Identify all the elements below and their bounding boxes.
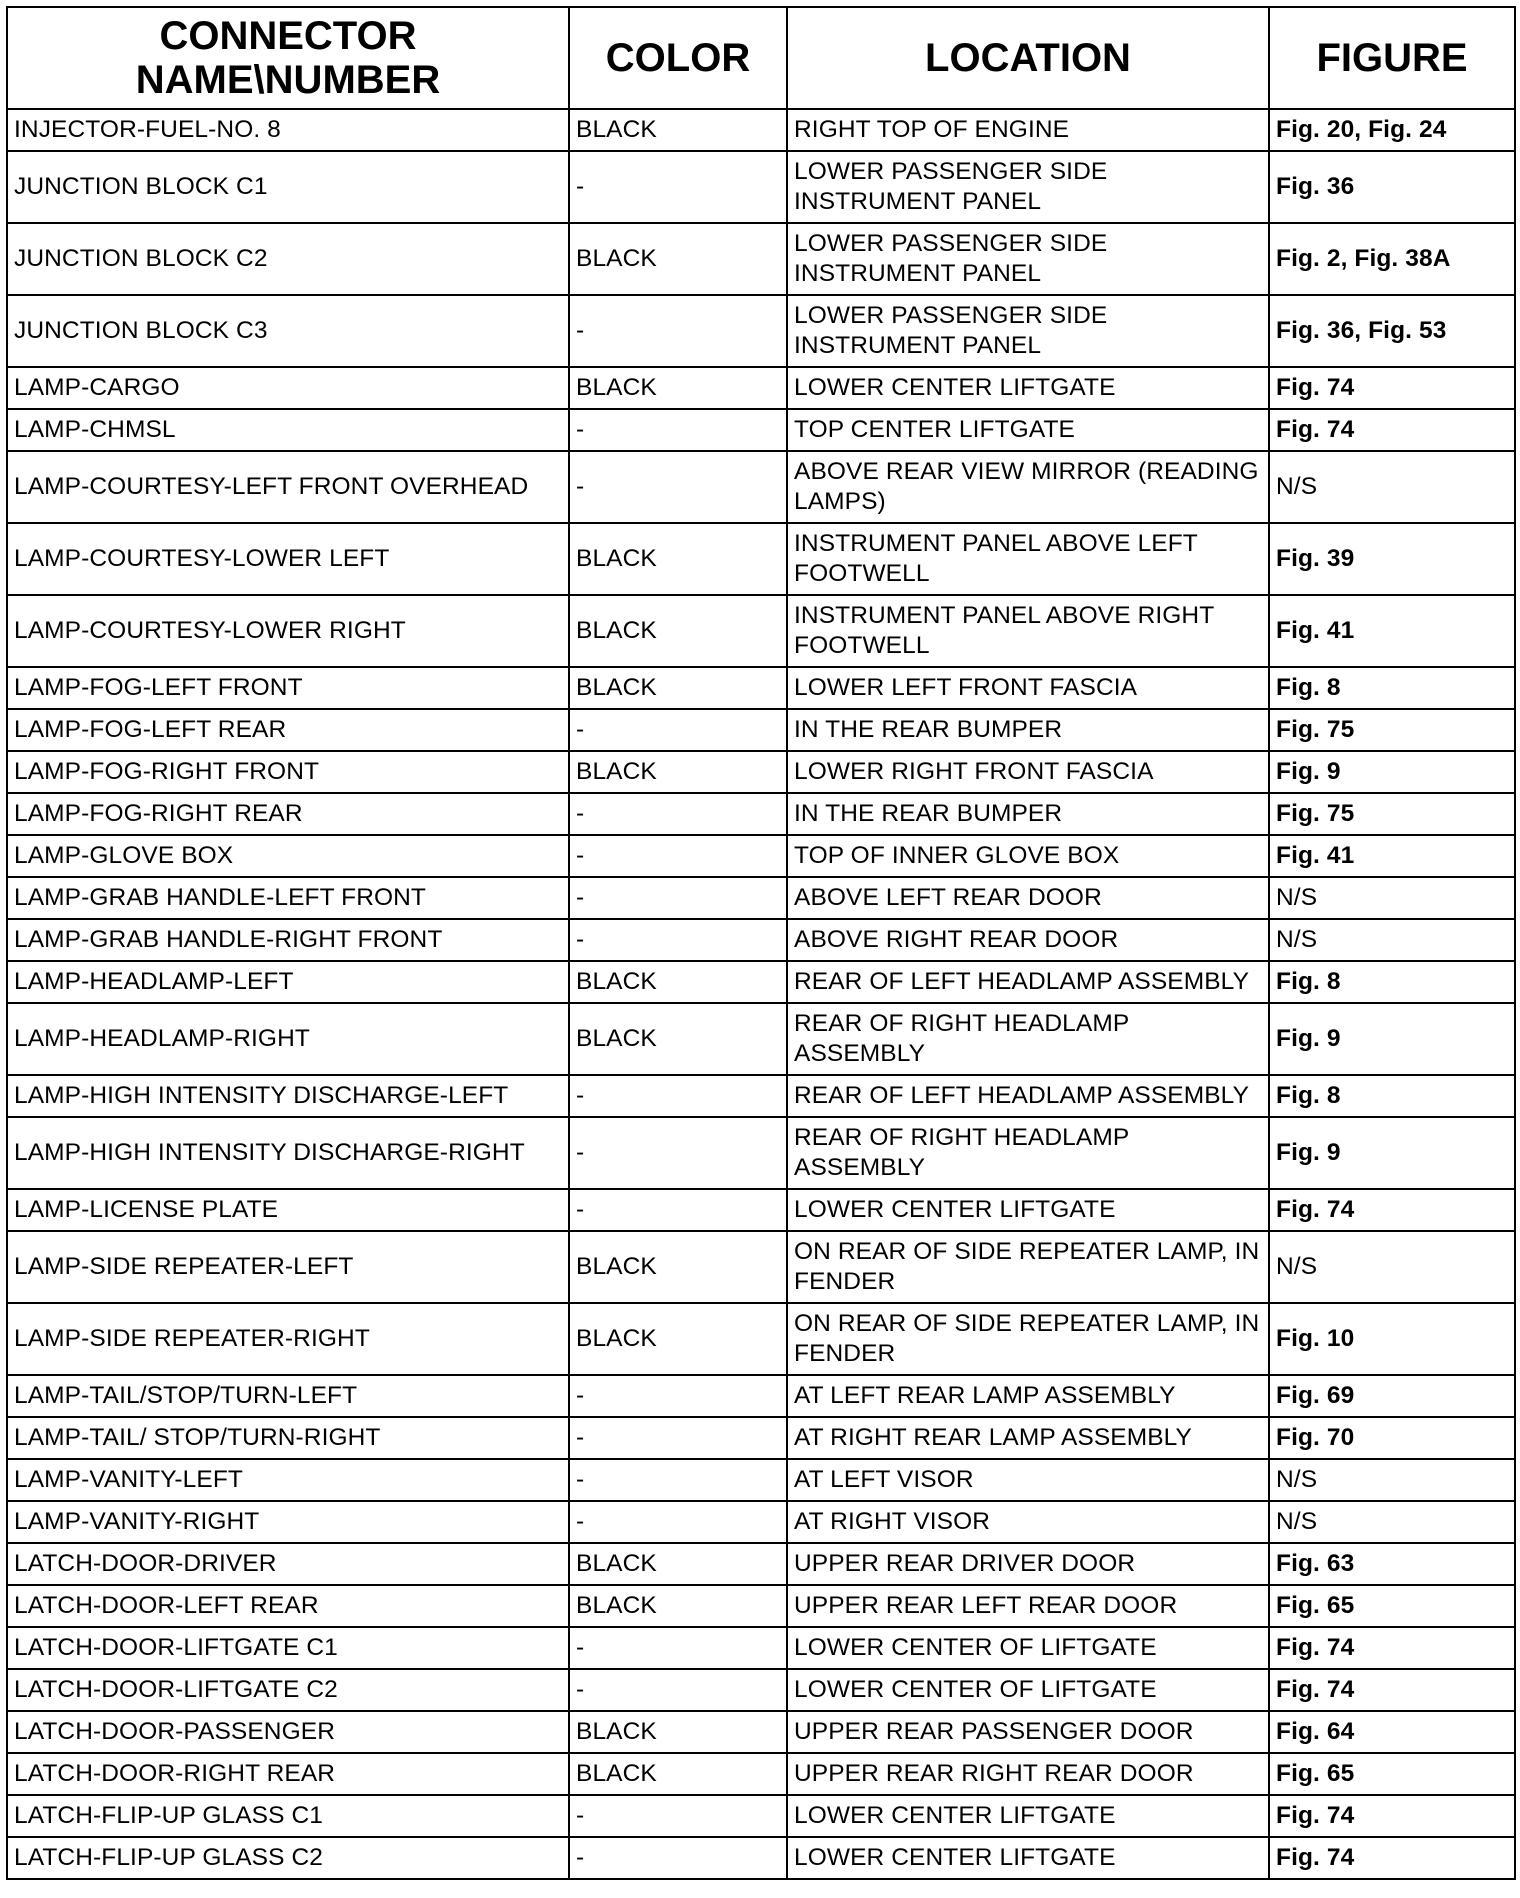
table-row <box>7 877 1515 919</box>
connector-name-cell: LAMP-COURTESY-LOWER LEFT <box>7 523 569 595</box>
location-cell: ABOVE RIGHT REAR DOOR <box>787 919 1269 961</box>
color-cell: - <box>569 1501 787 1543</box>
location-cell: ABOVE REAR VIEW MIRROR (READING LAMPS) <box>787 451 1269 523</box>
color-cell: BLACK <box>569 595 787 667</box>
figure-cell: N/S <box>1269 1231 1515 1303</box>
connector-name-cell: JUNCTION BLOCK C2 <box>7 223 569 295</box>
connector-name-cell: LATCH-DOOR-RIGHT REAR <box>7 1753 569 1795</box>
location-cell: AT LEFT VISOR <box>787 1459 1269 1501</box>
color-cell: BLACK <box>569 751 787 793</box>
connector-name-cell: LAMP-GLOVE BOX <box>7 835 569 877</box>
location-cell: LOWER PASSENGER SIDE INSTRUMENT PANEL <box>787 151 1269 223</box>
location-cell: LOWER CENTER LIFTGATE <box>787 367 1269 409</box>
color-cell: BLACK <box>569 1231 787 1303</box>
table-row <box>7 151 1515 223</box>
table-row <box>7 295 1515 367</box>
color-cell: BLACK <box>569 961 787 1003</box>
location-cell: AT RIGHT VISOR <box>787 1501 1269 1543</box>
table-row <box>7 1303 1515 1375</box>
connector-name-cell: LATCH-DOOR-PASSENGER <box>7 1711 569 1753</box>
color-cell: - <box>569 1459 787 1501</box>
table-row <box>7 961 1515 1003</box>
color-cell: - <box>569 409 787 451</box>
table-row <box>7 1585 1515 1627</box>
color-cell: - <box>569 1189 787 1231</box>
connector-name-cell: JUNCTION BLOCK C1 <box>7 151 569 223</box>
table-row <box>7 1459 1515 1501</box>
connector-name-cell: LAMP-SIDE REPEATER-RIGHT <box>7 1303 569 1375</box>
location-cell: LOWER CENTER LIFTGATE <box>787 1837 1269 1879</box>
connector-name-cell: LAMP-COURTESY-LEFT FRONT OVERHEAD <box>7 451 569 523</box>
figure-cell: Fig. 74 <box>1269 1795 1515 1837</box>
figure-cell: N/S <box>1269 877 1515 919</box>
table-row <box>7 451 1515 523</box>
color-cell: - <box>569 919 787 961</box>
connector-name-cell: LAMP-GRAB HANDLE-LEFT FRONT <box>7 877 569 919</box>
color-cell: - <box>569 1837 787 1879</box>
figure-cell: Fig. 63 <box>1269 1543 1515 1585</box>
location-cell: ON REAR OF SIDE REPEATER LAMP, IN FENDER <box>787 1303 1269 1375</box>
connector-name-cell: LATCH-FLIP-UP GLASS C1 <box>7 1795 569 1837</box>
connector-name-cell: LAMP-COURTESY-LOWER RIGHT <box>7 595 569 667</box>
figure-cell: Fig. 39 <box>1269 523 1515 595</box>
color-cell: - <box>569 151 787 223</box>
table-row <box>7 1375 1515 1417</box>
figure-cell: N/S <box>1269 451 1515 523</box>
location-cell: UPPER REAR DRIVER DOOR <box>787 1543 1269 1585</box>
table-row <box>7 223 1515 295</box>
table-row <box>7 409 1515 451</box>
location-cell: INSTRUMENT PANEL ABOVE RIGHT FOOTWELL <box>787 595 1269 667</box>
color-cell: BLACK <box>569 1753 787 1795</box>
header-connector-line1: CONNECTOR <box>159 14 417 58</box>
figure-cell: Fig. 36, Fig. 53 <box>1269 295 1515 367</box>
figure-cell: Fig. 41 <box>1269 595 1515 667</box>
table-row <box>7 1189 1515 1231</box>
table-row <box>7 1075 1515 1117</box>
location-cell: TOP OF INNER GLOVE BOX <box>787 835 1269 877</box>
connector-name-cell: LAMP-LICENSE PLATE <box>7 1189 569 1231</box>
table-row <box>7 709 1515 751</box>
color-cell: BLACK <box>569 667 787 709</box>
connector-name-cell: LAMP-TAIL/ STOP/TURN-RIGHT <box>7 1417 569 1459</box>
location-cell: IN THE REAR BUMPER <box>787 793 1269 835</box>
connector-name-cell: LAMP-HEADLAMP-LEFT <box>7 961 569 1003</box>
connector-name-cell: LATCH-FLIP-UP GLASS C2 <box>7 1837 569 1879</box>
color-cell: - <box>569 1375 787 1417</box>
location-cell: TOP CENTER LIFTGATE <box>787 409 1269 451</box>
table-row <box>7 1795 1515 1837</box>
table-row <box>7 1117 1515 1189</box>
table-row <box>7 109 1515 151</box>
table-row <box>7 919 1515 961</box>
connector-name-cell: LAMP-FOG-RIGHT REAR <box>7 793 569 835</box>
location-cell: IN THE REAR BUMPER <box>787 709 1269 751</box>
table-row <box>7 1501 1515 1543</box>
location-cell: RIGHT TOP OF ENGINE <box>787 109 1269 151</box>
table-row <box>7 1669 1515 1711</box>
figure-cell: Fig. 74 <box>1269 1627 1515 1669</box>
header-figure: FIGURE <box>1269 7 1515 109</box>
connector-name-cell: LATCH-DOOR-LIFTGATE C1 <box>7 1627 569 1669</box>
connector-name-cell: LAMP-HIGH INTENSITY DISCHARGE-LEFT <box>7 1075 569 1117</box>
connector-name-cell: LAMP-FOG-LEFT REAR <box>7 709 569 751</box>
connector-name-cell: LAMP-CHMSL <box>7 409 569 451</box>
location-cell: REAR OF LEFT HEADLAMP ASSEMBLY <box>787 1075 1269 1117</box>
connector-name-cell: LAMP-CARGO <box>7 367 569 409</box>
figure-cell: N/S <box>1269 1459 1515 1501</box>
header-connector-line2: NAME\NUMBER <box>135 58 441 102</box>
location-cell: REAR OF RIGHT HEADLAMP ASSEMBLY <box>787 1003 1269 1075</box>
color-cell: - <box>569 793 787 835</box>
connector-name-cell: LAMP-FOG-LEFT FRONT <box>7 667 569 709</box>
color-cell: BLACK <box>569 1303 787 1375</box>
location-cell: AT LEFT REAR LAMP ASSEMBLY <box>787 1375 1269 1417</box>
figure-cell: Fig. 10 <box>1269 1303 1515 1375</box>
connector-name-cell: INJECTOR-FUEL-NO. 8 <box>7 109 569 151</box>
color-cell: - <box>569 709 787 751</box>
table-row <box>7 1231 1515 1303</box>
location-cell: LOWER PASSENGER SIDE INSTRUMENT PANEL <box>787 223 1269 295</box>
location-cell: LOWER CENTER LIFTGATE <box>787 1795 1269 1837</box>
figure-cell: Fig. 69 <box>1269 1375 1515 1417</box>
table-row <box>7 523 1515 595</box>
table-row <box>7 1627 1515 1669</box>
color-cell: BLACK <box>569 1585 787 1627</box>
color-cell: - <box>569 451 787 523</box>
color-cell: - <box>569 877 787 919</box>
connector-name-cell: LAMP-TAIL/STOP/TURN-LEFT <box>7 1375 569 1417</box>
header-color: COLOR <box>569 7 787 109</box>
figure-cell: Fig. 74 <box>1269 1837 1515 1879</box>
location-cell: LOWER CENTER OF LIFTGATE <box>787 1669 1269 1711</box>
location-cell: UPPER REAR PASSENGER DOOR <box>787 1711 1269 1753</box>
figure-cell: Fig. 41 <box>1269 835 1515 877</box>
color-cell: BLACK <box>569 523 787 595</box>
table-row <box>7 1711 1515 1753</box>
figure-cell: Fig. 9 <box>1269 751 1515 793</box>
location-cell: LOWER PASSENGER SIDE INSTRUMENT PANEL <box>787 295 1269 367</box>
table-row <box>7 1003 1515 1075</box>
table-row <box>7 1417 1515 1459</box>
color-cell: - <box>569 1627 787 1669</box>
table-row <box>7 1837 1515 1879</box>
color-cell: - <box>569 1075 787 1117</box>
connector-name-cell: LAMP-GRAB HANDLE-RIGHT FRONT <box>7 919 569 961</box>
figure-cell: Fig. 65 <box>1269 1753 1515 1795</box>
color-cell: - <box>569 835 787 877</box>
location-cell: LOWER CENTER OF LIFTGATE <box>787 1627 1269 1669</box>
connector-name-cell: LATCH-DOOR-LIFTGATE C2 <box>7 1669 569 1711</box>
color-cell: BLACK <box>569 1711 787 1753</box>
connector-name-cell: LAMP-HEADLAMP-RIGHT <box>7 1003 569 1075</box>
table-row <box>7 1753 1515 1795</box>
figure-cell: Fig. 2, Fig. 38A <box>1269 223 1515 295</box>
table-row <box>7 835 1515 877</box>
table-row <box>7 595 1515 667</box>
color-cell: - <box>569 1795 787 1837</box>
figure-cell: Fig. 20, Fig. 24 <box>1269 109 1515 151</box>
table-row <box>7 667 1515 709</box>
figure-cell: Fig. 74 <box>1269 409 1515 451</box>
connector-name-cell: LATCH-DOOR-DRIVER <box>7 1543 569 1585</box>
figure-cell: Fig. 75 <box>1269 793 1515 835</box>
color-cell: - <box>569 1417 787 1459</box>
figure-cell: Fig. 9 <box>1269 1117 1515 1189</box>
color-cell: BLACK <box>569 1003 787 1075</box>
connector-name-cell: JUNCTION BLOCK C3 <box>7 295 569 367</box>
header-row <box>7 7 1515 109</box>
figure-cell: Fig. 36 <box>1269 151 1515 223</box>
location-cell: ABOVE LEFT REAR DOOR <box>787 877 1269 919</box>
header-location: LOCATION <box>787 7 1269 109</box>
color-cell: BLACK <box>569 367 787 409</box>
connector-name-cell: LAMP-HIGH INTENSITY DISCHARGE-RIGHT <box>7 1117 569 1189</box>
table-row <box>7 793 1515 835</box>
figure-cell: Fig. 8 <box>1269 1075 1515 1117</box>
table-row <box>7 751 1515 793</box>
figure-cell: Fig. 74 <box>1269 1669 1515 1711</box>
figure-cell: Fig. 8 <box>1269 667 1515 709</box>
color-cell: BLACK <box>569 223 787 295</box>
location-cell: UPPER REAR RIGHT REAR DOOR <box>787 1753 1269 1795</box>
table-row <box>7 1543 1515 1585</box>
color-cell: - <box>569 1117 787 1189</box>
location-cell: UPPER REAR LEFT REAR DOOR <box>787 1585 1269 1627</box>
location-cell: LOWER RIGHT FRONT FASCIA <box>787 751 1269 793</box>
location-cell: INSTRUMENT PANEL ABOVE LEFT FOOTWELL <box>787 523 1269 595</box>
table-row <box>7 367 1515 409</box>
location-cell: AT RIGHT REAR LAMP ASSEMBLY <box>787 1417 1269 1459</box>
figure-cell: Fig. 75 <box>1269 709 1515 751</box>
figure-cell: N/S <box>1269 1501 1515 1543</box>
location-cell: LOWER CENTER LIFTGATE <box>787 1189 1269 1231</box>
figure-cell: Fig. 64 <box>1269 1711 1515 1753</box>
figure-cell: Fig. 65 <box>1269 1585 1515 1627</box>
color-cell: - <box>569 295 787 367</box>
figure-cell: Fig. 74 <box>1269 367 1515 409</box>
location-cell: REAR OF RIGHT HEADLAMP ASSEMBLY <box>787 1117 1269 1189</box>
figure-cell: Fig. 8 <box>1269 961 1515 1003</box>
color-cell: - <box>569 1669 787 1711</box>
figure-cell: Fig. 74 <box>1269 1189 1515 1231</box>
connector-name-cell: LAMP-SIDE REPEATER-LEFT <box>7 1231 569 1303</box>
figure-cell: Fig. 70 <box>1269 1417 1515 1459</box>
figure-cell: Fig. 9 <box>1269 1003 1515 1075</box>
connector-name-cell: LAMP-FOG-RIGHT FRONT <box>7 751 569 793</box>
location-cell: REAR OF LEFT HEADLAMP ASSEMBLY <box>787 961 1269 1003</box>
color-cell: BLACK <box>569 1543 787 1585</box>
color-cell: BLACK <box>569 109 787 151</box>
connector-name-cell: LAMP-VANITY-LEFT <box>7 1459 569 1501</box>
figure-cell: N/S <box>1269 919 1515 961</box>
connector-name-cell: LAMP-VANITY-RIGHT <box>7 1501 569 1543</box>
location-cell: ON REAR OF SIDE REPEATER LAMP, IN FENDER <box>787 1231 1269 1303</box>
location-cell: LOWER LEFT FRONT FASCIA <box>787 667 1269 709</box>
connector-name-cell: LATCH-DOOR-LEFT REAR <box>7 1585 569 1627</box>
header-connector-name <box>7 7 569 109</box>
connector-location-table <box>6 6 1516 1880</box>
